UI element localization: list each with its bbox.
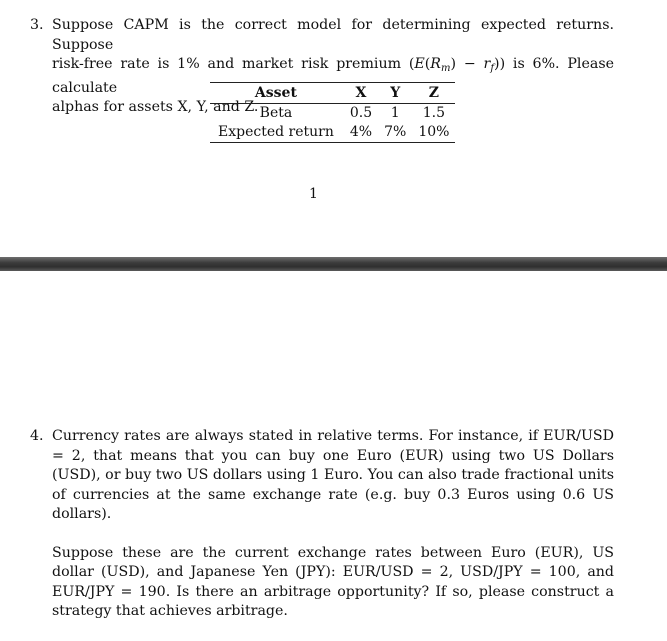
cell-value: 4% (349, 124, 373, 140)
math-minus: ) − (450, 56, 484, 72)
line-2-end: )) is 6%. Please calculate (52, 56, 614, 96)
row-label: Expected return (218, 124, 334, 140)
header-asset: Asset (210, 83, 344, 104)
page-2 (0, 271, 667, 641)
problem-4-number: 4. (30, 428, 44, 444)
math-sub-f: f (490, 63, 495, 74)
page-separator (0, 257, 667, 271)
problem-4 (30, 427, 614, 622)
table-row-beta (210, 104, 455, 124)
problem-4-paragraph-1: Currency rates are always stated in relative terms. For instance, if EUR/USD = 2, that means that you can buy one Euro (EUR) using two US Dollars (USD), or buy two US dollars using 1 Euro. You can also trade fractional units of currencies at the same exchange rate (e.g. buy 0.3 Euros using 0.6 US dollars). (52, 428, 614, 522)
cell-value: 7% (384, 124, 407, 140)
header-x: X (344, 83, 378, 104)
row-label: Beta (259, 105, 293, 121)
problem-4-paragraph-2: Suppose these are the current exchange rates between Euro (EUR), US dollar (USD), and Japanese Yen (JPY): EUR/USD = 2, USD/JPY = 100, and EUR/JPY = 190. Is there an arbitrage opportunity? If so, please construct a strategy that achieves arbitrage. (52, 544, 614, 619)
cell-value: 0.5 (349, 105, 373, 121)
page-number: 1 (309, 186, 318, 202)
problem-3-number: 3. (30, 17, 44, 33)
page-1 (0, 0, 667, 256)
header-z: Z (412, 83, 455, 104)
math-E: E (414, 56, 425, 72)
math-paren: ( (424, 56, 431, 72)
table-row-expected-return (210, 123, 455, 143)
math-sub-m: m (440, 63, 451, 74)
problem-3-line-3: alphas for assets X, Y, and Z. (52, 99, 259, 115)
asset-table (210, 82, 455, 143)
line-2-start: risk-free rate is 1% and market risk premium ( (52, 56, 415, 72)
math-R: R (430, 56, 441, 72)
cell-value: 1 (390, 105, 400, 121)
cell-value: 10% (418, 124, 450, 140)
cell-value: 1.5 (422, 105, 446, 121)
header-y: Y (378, 83, 412, 104)
problem-3-line-1: Suppose CAPM is the correct model for determining expected returns. Suppose (52, 17, 614, 53)
asset-table-header (210, 83, 455, 104)
math-r: r (483, 56, 491, 72)
problem-4-text (52, 427, 614, 622)
